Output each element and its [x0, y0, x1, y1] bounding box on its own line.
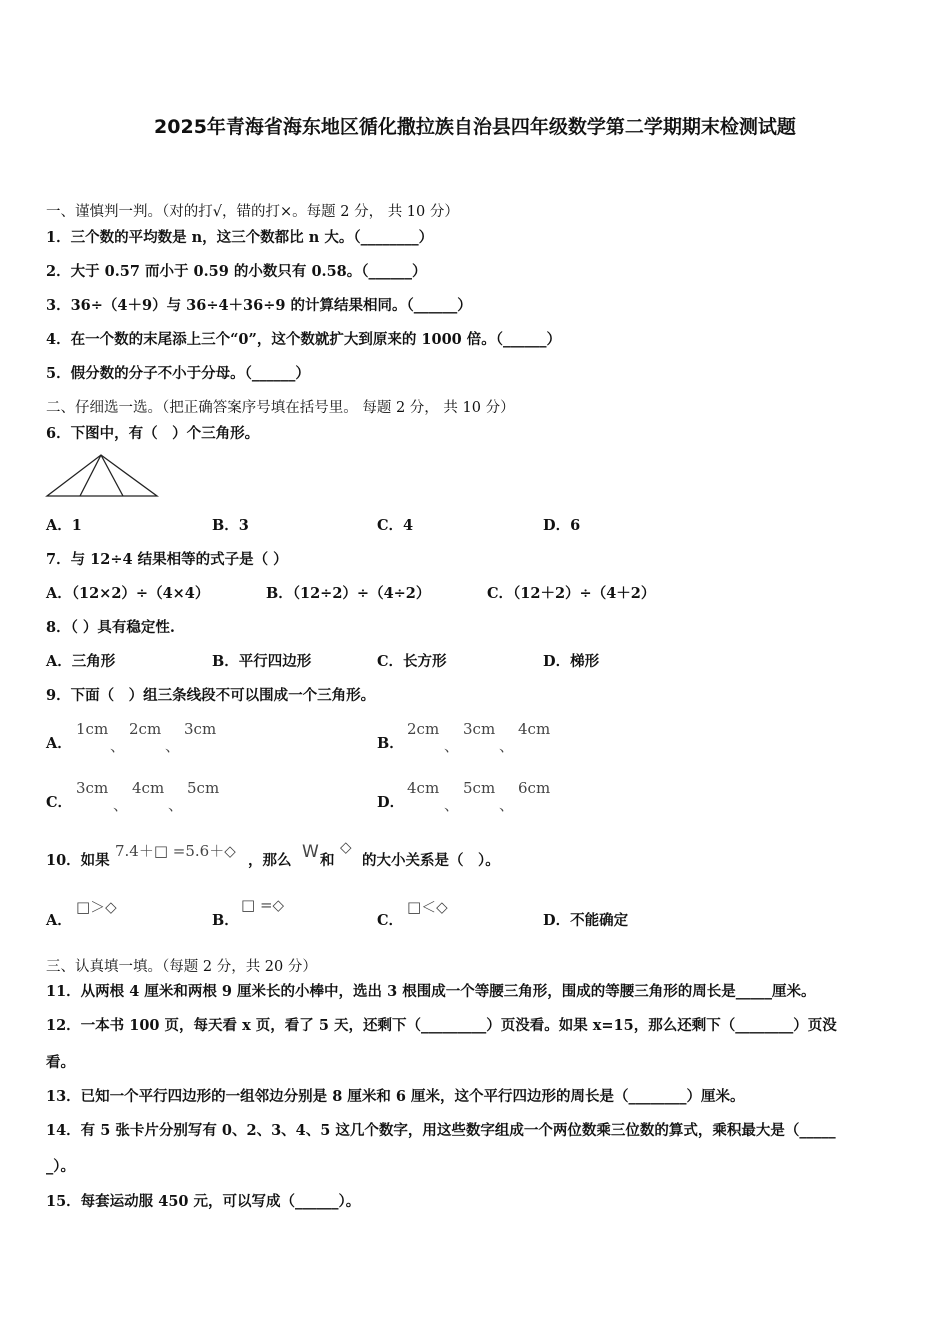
q9-a-value-2: 2cm	[129, 720, 162, 738]
question-9: 9．下面（ ）组三条线段不可以围成一个三角形。	[46, 687, 376, 704]
q9-b-value-1: 2cm	[407, 720, 440, 738]
q9-a-value-3: 3cm	[184, 720, 217, 738]
question-2: 2．大于 0.57 而小于 0.59 的小数只有 0.58。（______）	[46, 263, 427, 280]
q6-option-b: B．3	[212, 517, 249, 534]
q9-d-value-1: 4cm	[407, 779, 440, 797]
q9-a-sep-2: 、	[165, 737, 181, 755]
outer-triangle	[47, 455, 157, 496]
q9-d-sep-1: 、	[444, 796, 460, 814]
q8-option-a: A．三角形	[46, 653, 116, 670]
question-7: 7．与 12÷4 结果相等的式子是（ ）	[46, 551, 288, 568]
q10-option-a-label: A．	[46, 912, 72, 929]
q8-option-b: B．平行四边形	[212, 653, 312, 670]
q9-a-sep-1: 、	[110, 737, 126, 755]
question-5: 5．假分数的分子不小于分母。（______）	[46, 365, 310, 382]
q9-option-b-label: B．	[377, 735, 404, 752]
inner-line-right	[101, 455, 123, 496]
q9-b-sep-1: 、	[444, 737, 460, 755]
q6-option-a: A．1	[46, 517, 82, 534]
q7-option-a: A．（12×2）÷（4×4）	[46, 585, 210, 602]
inner-line-left	[80, 455, 101, 496]
q9-d-sep-2: 、	[499, 796, 515, 814]
q9-c-value-3: 5cm	[187, 779, 220, 797]
q6-option-c: C．4	[377, 517, 414, 534]
q9-d-value-2: 5cm	[463, 779, 496, 797]
q10-option-c-label: C．	[377, 912, 404, 929]
q9-c-sep-2: 、	[168, 796, 184, 814]
section-1-heading: 一、谨慎判一判。（对的打√，错的打×。每题 2 分， 共 10 分）	[46, 204, 459, 220]
triangle-figure	[44, 452, 162, 500]
q9-option-c-label: C．	[46, 794, 73, 811]
question-14-line-2: _）。	[46, 1158, 75, 1175]
q9-b-value-2: 3cm	[463, 720, 496, 738]
q10-option-b-expr: □ =◇	[241, 896, 285, 914]
q9-a-value-1: 1cm	[76, 720, 109, 738]
q10-option-a-expr: □＞◇	[76, 898, 117, 916]
question-13: 13．已知一个平行四边形的一组邻边分别是 8 厘米和 6 厘米，这个平行四边形的周长是（________）厘米。	[46, 1088, 745, 1105]
q7-option-b: B．（12÷2）÷（4÷2）	[266, 585, 431, 602]
q10-option-d: D．不能确定	[543, 912, 629, 929]
q10-option-c-expr: □＜◇	[407, 898, 448, 916]
q10-equation: 7.4＋□ =5.6＋◇	[115, 842, 236, 860]
question-12-line-1: 12．一本书 100 页，每天看 x 页，看了 5 天，还剩下（_________）页没看。如果 x=15，那么还剩下（________）页没	[46, 1017, 837, 1034]
q8-option-d: D．梯形	[543, 653, 600, 670]
question-6: 6．下图中，有（ ）个三角形。	[46, 425, 260, 442]
q9-d-value-3: 6cm	[518, 779, 551, 797]
q9-c-value-1: 3cm	[76, 779, 109, 797]
q9-c-sep-1: 、	[113, 796, 129, 814]
q10-suffix: 的大小关系是（ ）。	[362, 852, 500, 869]
q9-b-value-3: 4cm	[518, 720, 551, 738]
q10-diamond-symbol: ◇	[340, 838, 352, 856]
question-14-line-1: 14．有 5 张卡片分别写有 0、2、3、4、5 这几个数字，用这些数字组成一个两位数乘三位数的算式，乘积最大是（_____	[46, 1122, 836, 1139]
q9-b-sep-2: 、	[499, 737, 515, 755]
question-15: 15．每套运动服 450 元，可以写成（______）。	[46, 1193, 361, 1210]
question-3: 3．36÷（4＋9）与 36÷4＋36÷9 的计算结果相同。（______）	[46, 297, 472, 314]
q10-then: ，那么	[248, 852, 292, 869]
q10-option-b-label: B．	[212, 912, 239, 929]
section-2-heading: 二、仔细选一选。（把正确答案序号填在括号里。 每题 2 分， 共 10 分）	[46, 400, 515, 416]
q8-option-c: C．长方形	[377, 653, 447, 670]
q7-option-c: C．（12＋2）÷（4＋2）	[487, 585, 656, 602]
page-title: 2025年青海省海东地区循化撒拉族自治县四年级数学第二学期期末检测试题	[154, 116, 796, 138]
q6-option-d: D．6	[543, 517, 581, 534]
question-4: 4．在一个数的末尾添上三个“0”，这个数就扩大到原来的 1000 倍。（______）	[46, 331, 562, 348]
q9-option-a-label: A．	[46, 735, 72, 752]
question-10-prefix: 10．如果	[46, 852, 110, 869]
question-1: 1．三个数的平均数是 n，这三个数都比 n 大。（________）	[46, 229, 434, 246]
q9-option-d-label: D．	[377, 794, 405, 811]
question-12-line-2: 看。	[46, 1054, 75, 1071]
section-3-heading: 三、认真填一填。（每题 2 分，共 20 分）	[46, 959, 317, 975]
q9-c-value-2: 4cm	[132, 779, 165, 797]
question-8: 8．（ ）具有稳定性.	[46, 619, 175, 636]
question-11: 11．从两根 4 厘米和两根 9 厘米长的小棒中，选出 3 根围成一个等腰三角形，围成的等腰三角形的周长是_____厘米。	[46, 983, 816, 1000]
q10-w-symbol: W	[302, 842, 319, 862]
q10-and: 和	[320, 852, 335, 869]
